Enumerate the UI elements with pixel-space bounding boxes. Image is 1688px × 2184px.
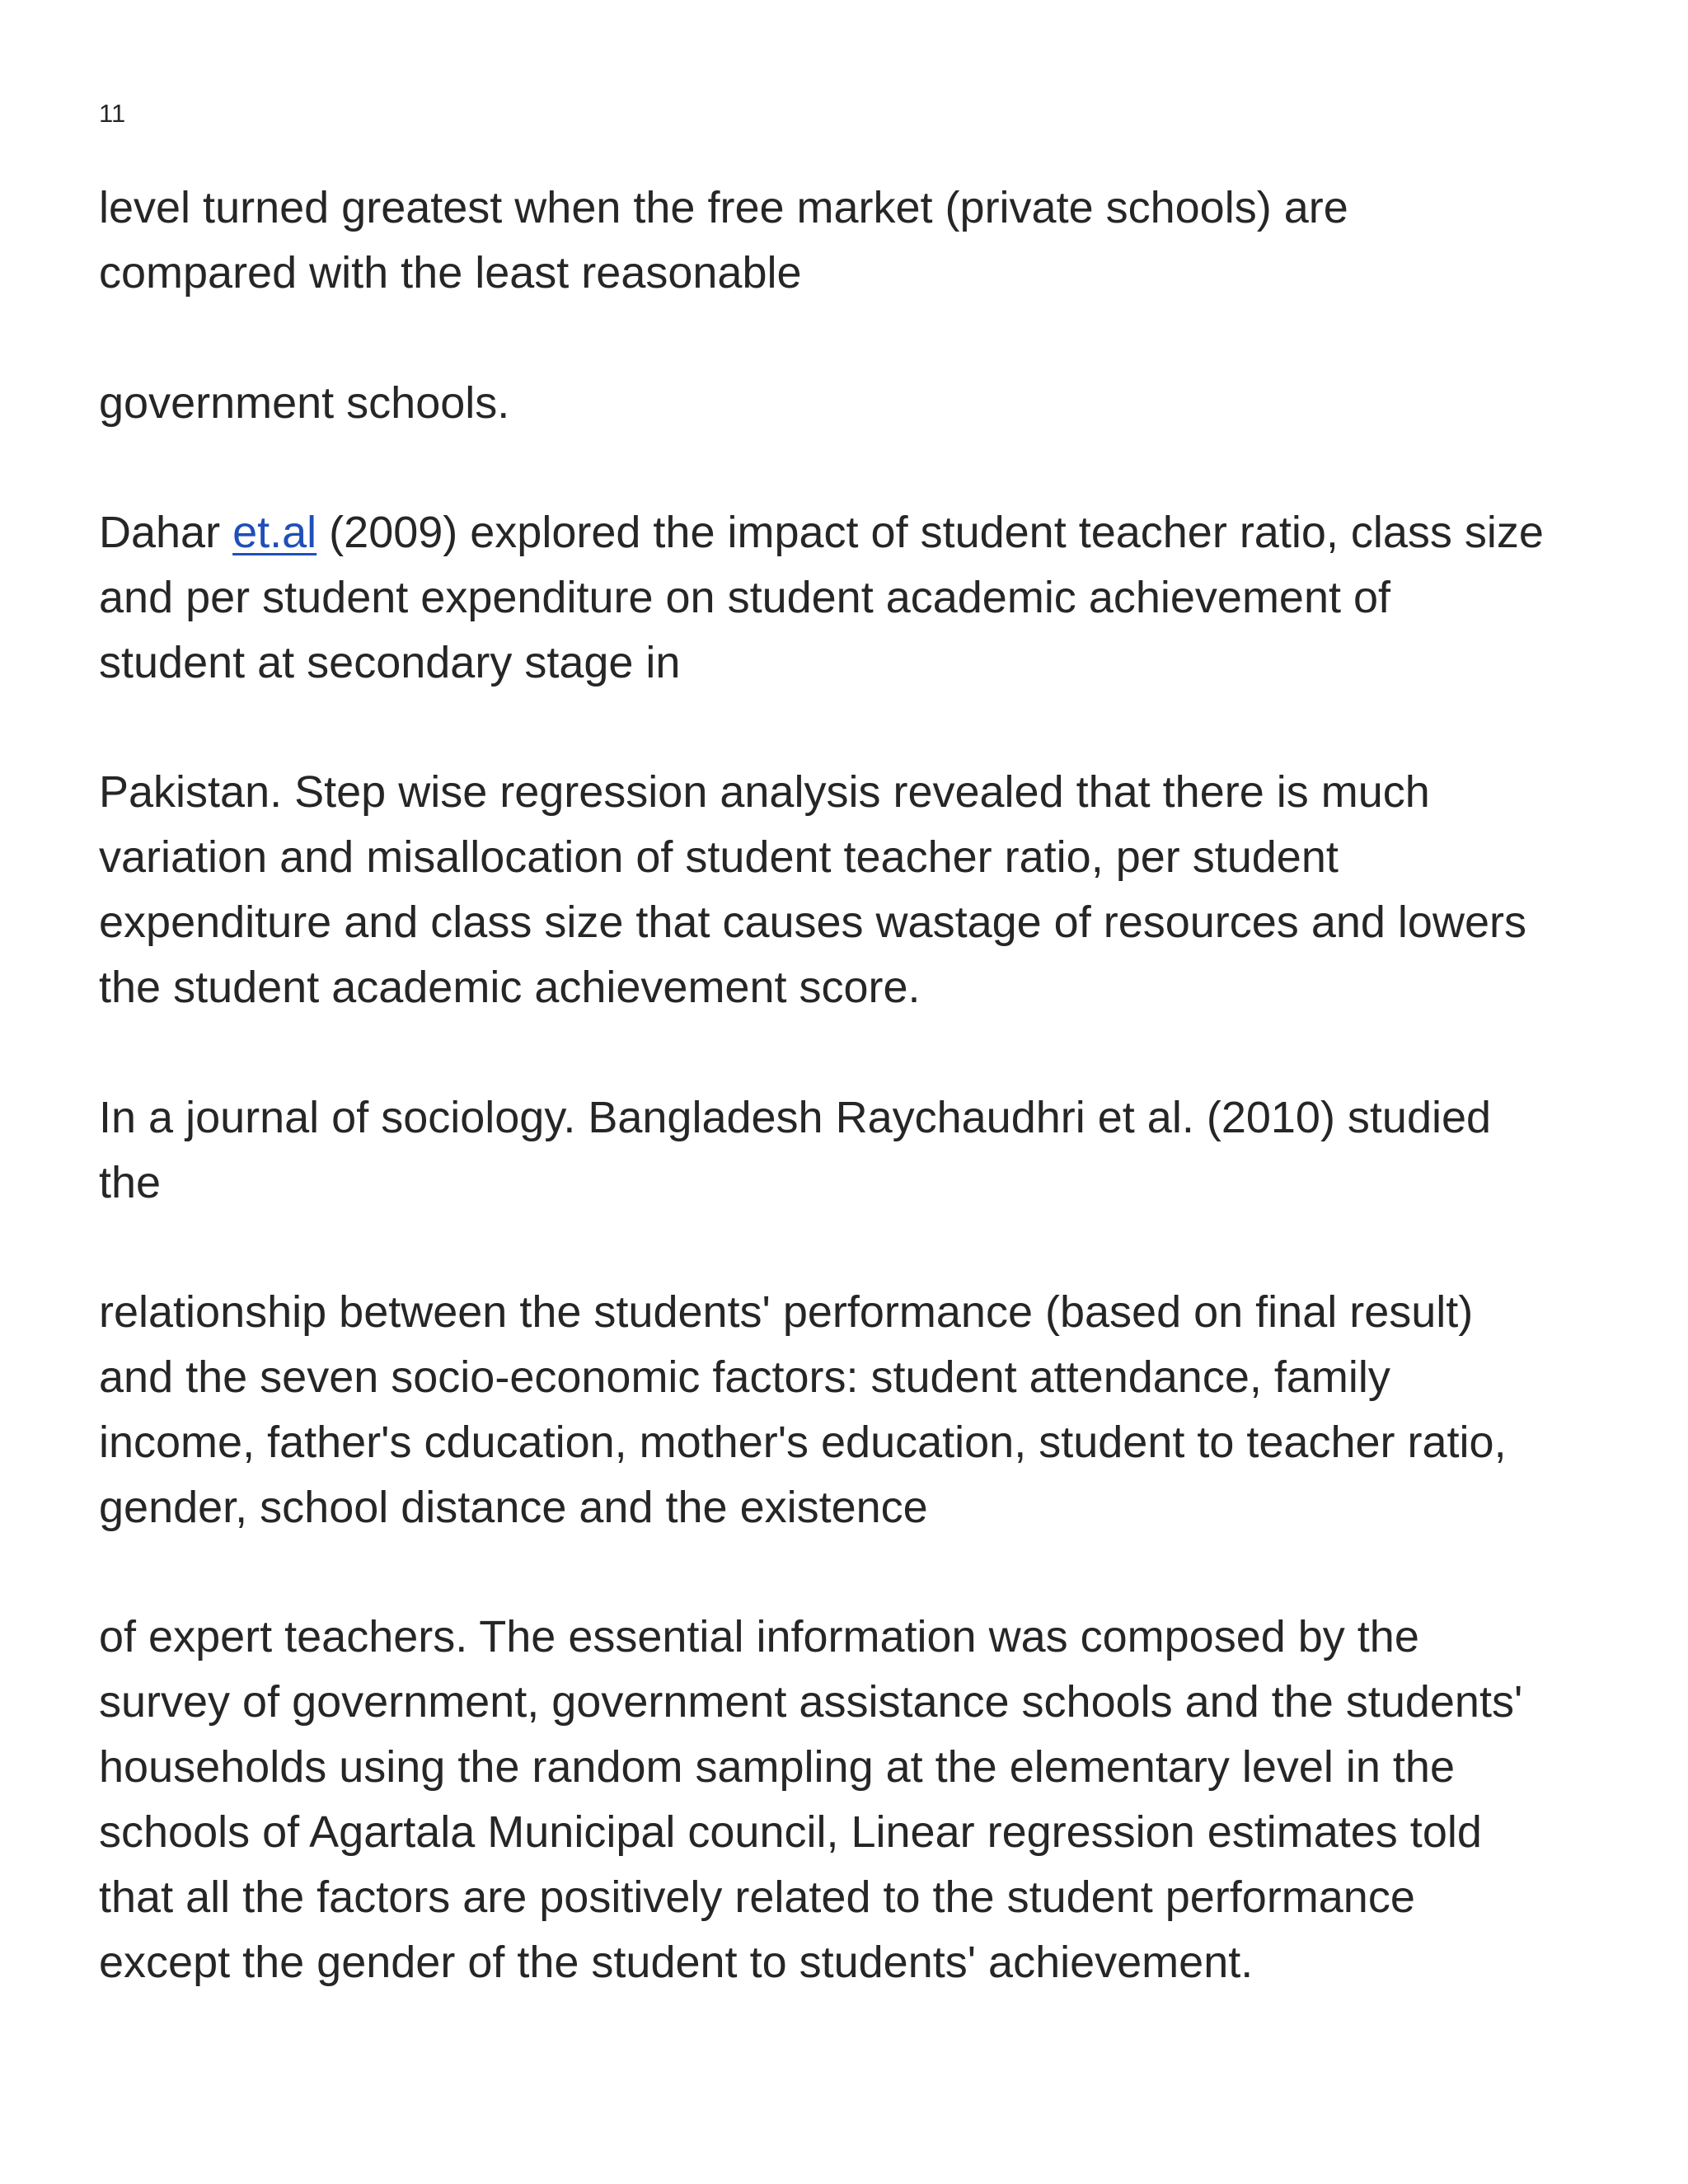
- text-line: and the seven socio-economic factors: student attendance, family: [99, 1352, 1390, 1402]
- text-line: the student academic achievement score.: [99, 963, 921, 1012]
- paragraph-7: [99, 1605, 1615, 1995]
- text-line: level turned greatest when the free market (private schools) are: [99, 183, 1348, 232]
- paragraph-6: [99, 1280, 1615, 1540]
- text-line: households using the random sampling at the elementary level in the: [99, 1742, 1455, 1792]
- et-al-link[interactable]: et.al: [232, 508, 317, 557]
- paragraph-1: [99, 176, 1615, 306]
- text-line: survey of government, government assistance schools and the students': [99, 1677, 1523, 1727]
- page-number: 11: [99, 99, 126, 128]
- text-line: Pakistan. Step wise regression analysis revealed that there is much: [99, 767, 1430, 817]
- text-line: variation and misallocation of student teacher ratio, per student: [99, 832, 1339, 882]
- text-line: In a journal of sociology. Bangladesh Raychaudhri et al. (2010) studied: [99, 1093, 1492, 1142]
- text-line: the: [99, 1158, 162, 1207]
- text-line: [99, 500, 1615, 565]
- paragraph-2: [99, 371, 1615, 436]
- paragraph-3: [99, 500, 1615, 696]
- paragraph-4: [99, 760, 1615, 1020]
- text-line: gender, school distance and the existence: [99, 1483, 928, 1532]
- citation-rest: (2009) explored the impact of student teacher ratio, class size: [316, 508, 1544, 557]
- text-line: government schools.: [99, 378, 510, 428]
- text-line: expenditure and class size that causes wastage of resources and lowers: [99, 898, 1526, 947]
- citation-author: Dahar: [99, 508, 233, 557]
- text-line: and per student expenditure on student academic achievement of: [99, 573, 1391, 622]
- text-line: schools of Agartala Municipal council, Linear regression estimates told: [99, 1807, 1482, 1857]
- text-line: income, father's cducation, mother's education, student to teacher ratio,: [99, 1418, 1507, 1467]
- paragraph-5: [99, 1085, 1615, 1216]
- text-line: student at secondary stage in: [99, 638, 681, 687]
- text-line: of expert teachers. The essential information was composed by the: [99, 1612, 1419, 1661]
- text-line: relationship between the students' performance (based on final result): [99, 1287, 1474, 1337]
- text-line: except the gender of the student to students' achievement.: [99, 1938, 1254, 1987]
- text-line: that all the factors are positively related to the student performance: [99, 1872, 1415, 1922]
- text-line: compared with the least reasonable: [99, 248, 802, 298]
